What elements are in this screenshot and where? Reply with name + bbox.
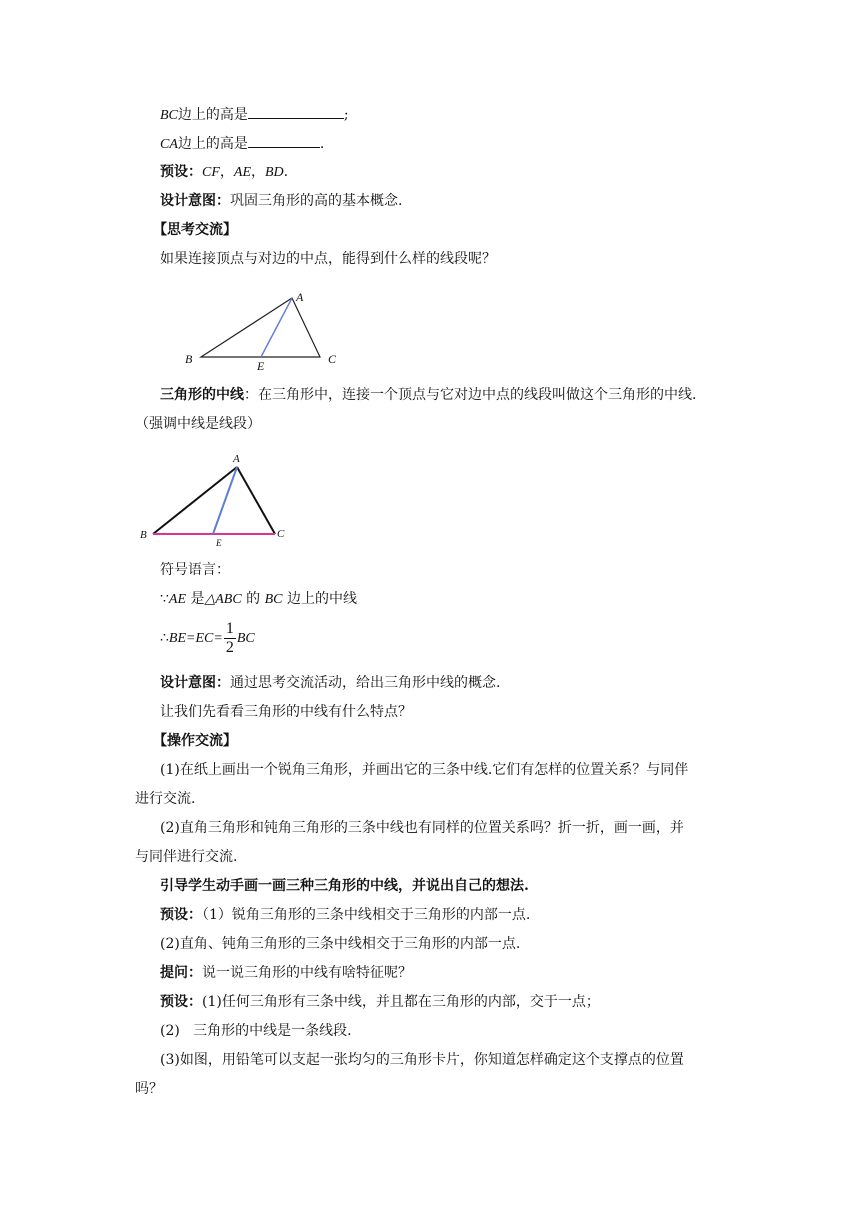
ca-height-line: CA边上的高是 . <box>160 133 324 155</box>
label-c: C <box>277 528 285 540</box>
fraction-one-half: $\frac{1}{2}$ <box>225 619 234 656</box>
preset-item-2: (2) 三角形的中线是一条线段. <box>160 1023 352 1039</box>
prompt-text: 让我们先看看三角形的中线有什么特点？ <box>160 704 412 720</box>
label-b: B <box>185 352 193 366</box>
median-ae <box>261 298 292 357</box>
question-text: 如果连接顶点与对边的中点，能得到什么样的线段呢？ <box>160 251 496 267</box>
symbol-language-label: 符号语言： <box>160 562 230 578</box>
preset-line: 预设：CF，AE，BD. <box>160 164 289 180</box>
bc-height-line: BC边上的高是 ; <box>160 104 349 126</box>
label-c: C <box>328 352 337 366</box>
section-title-think: 【思考交流】 <box>153 222 237 238</box>
preset-line: 预设：(1)任何三角形有三条中线，并且都在三角形的内部，交于一点； <box>160 994 600 1010</box>
task-1-line-2: 进行交流. <box>135 791 196 807</box>
design-intent-line: 设计意图：巩固三角形的高的基本概念. <box>160 193 403 209</box>
label-b: B <box>140 529 147 541</box>
definition-note: （强调中线是线段） <box>135 416 261 432</box>
label-e: E <box>257 359 265 373</box>
section-title-operate: 【操作交流】 <box>153 733 237 749</box>
design-intent-line: 设计意图：通过思考交流活动，给出三角形中线的概念. <box>160 675 501 691</box>
answer-blank[interactable] <box>248 104 344 119</box>
median-definition: 三角形的中线：在三角形中，连接一个顶点与它对边中点的线段叫做这个三角形的中线. <box>160 387 697 403</box>
preset-line: 预设：（1）锐角三角形的三条中线相交于三角形的内部一点. <box>160 907 531 923</box>
triangle-abc <box>201 298 320 357</box>
preset-item-3-line-2: 吗？ <box>135 1081 163 1097</box>
question-line: 提问：说一说三角形的中线有啥特征呢？ <box>160 965 412 981</box>
triangle-figure-1 <box>180 290 350 375</box>
label-e: E <box>216 538 222 548</box>
guide-text: 引导学生动手画一画三种三角形的中线，并说出自己的想法. <box>160 878 529 894</box>
preset-item-3-line-1: (3)如图，用铅笔可以支起一张均匀的三角形卡片，你知道怎样确定这个支撑点的位置 <box>160 1052 684 1068</box>
preset-line-2: (2)直角、钝角三角形的三条中线相交于三角形的内部一点. <box>160 936 521 952</box>
therefore-line: ∴BE=EC= $\frac{1}{2}$ BC <box>160 619 255 656</box>
task-2-line-2: 与同伴进行交流. <box>135 849 238 865</box>
label-a: A <box>296 290 304 304</box>
because-line: ∵AE 是△ABC 的 BC 边上的中线 <box>160 591 357 607</box>
answer-blank[interactable] <box>248 133 320 148</box>
task-2-line-1: (2)直角三角形和钝角三角形的三条中线也有同样的位置关系吗？折一折，画一画，并 <box>160 820 684 836</box>
edge-ac <box>237 467 275 534</box>
triangle-figure-2 <box>136 448 296 546</box>
task-1-line-1: (1)在纸上画出一个锐角三角形，并画出它的三条中线.它们有怎样的位置关系？与同伴 <box>160 762 689 778</box>
label-a: A <box>233 453 240 465</box>
